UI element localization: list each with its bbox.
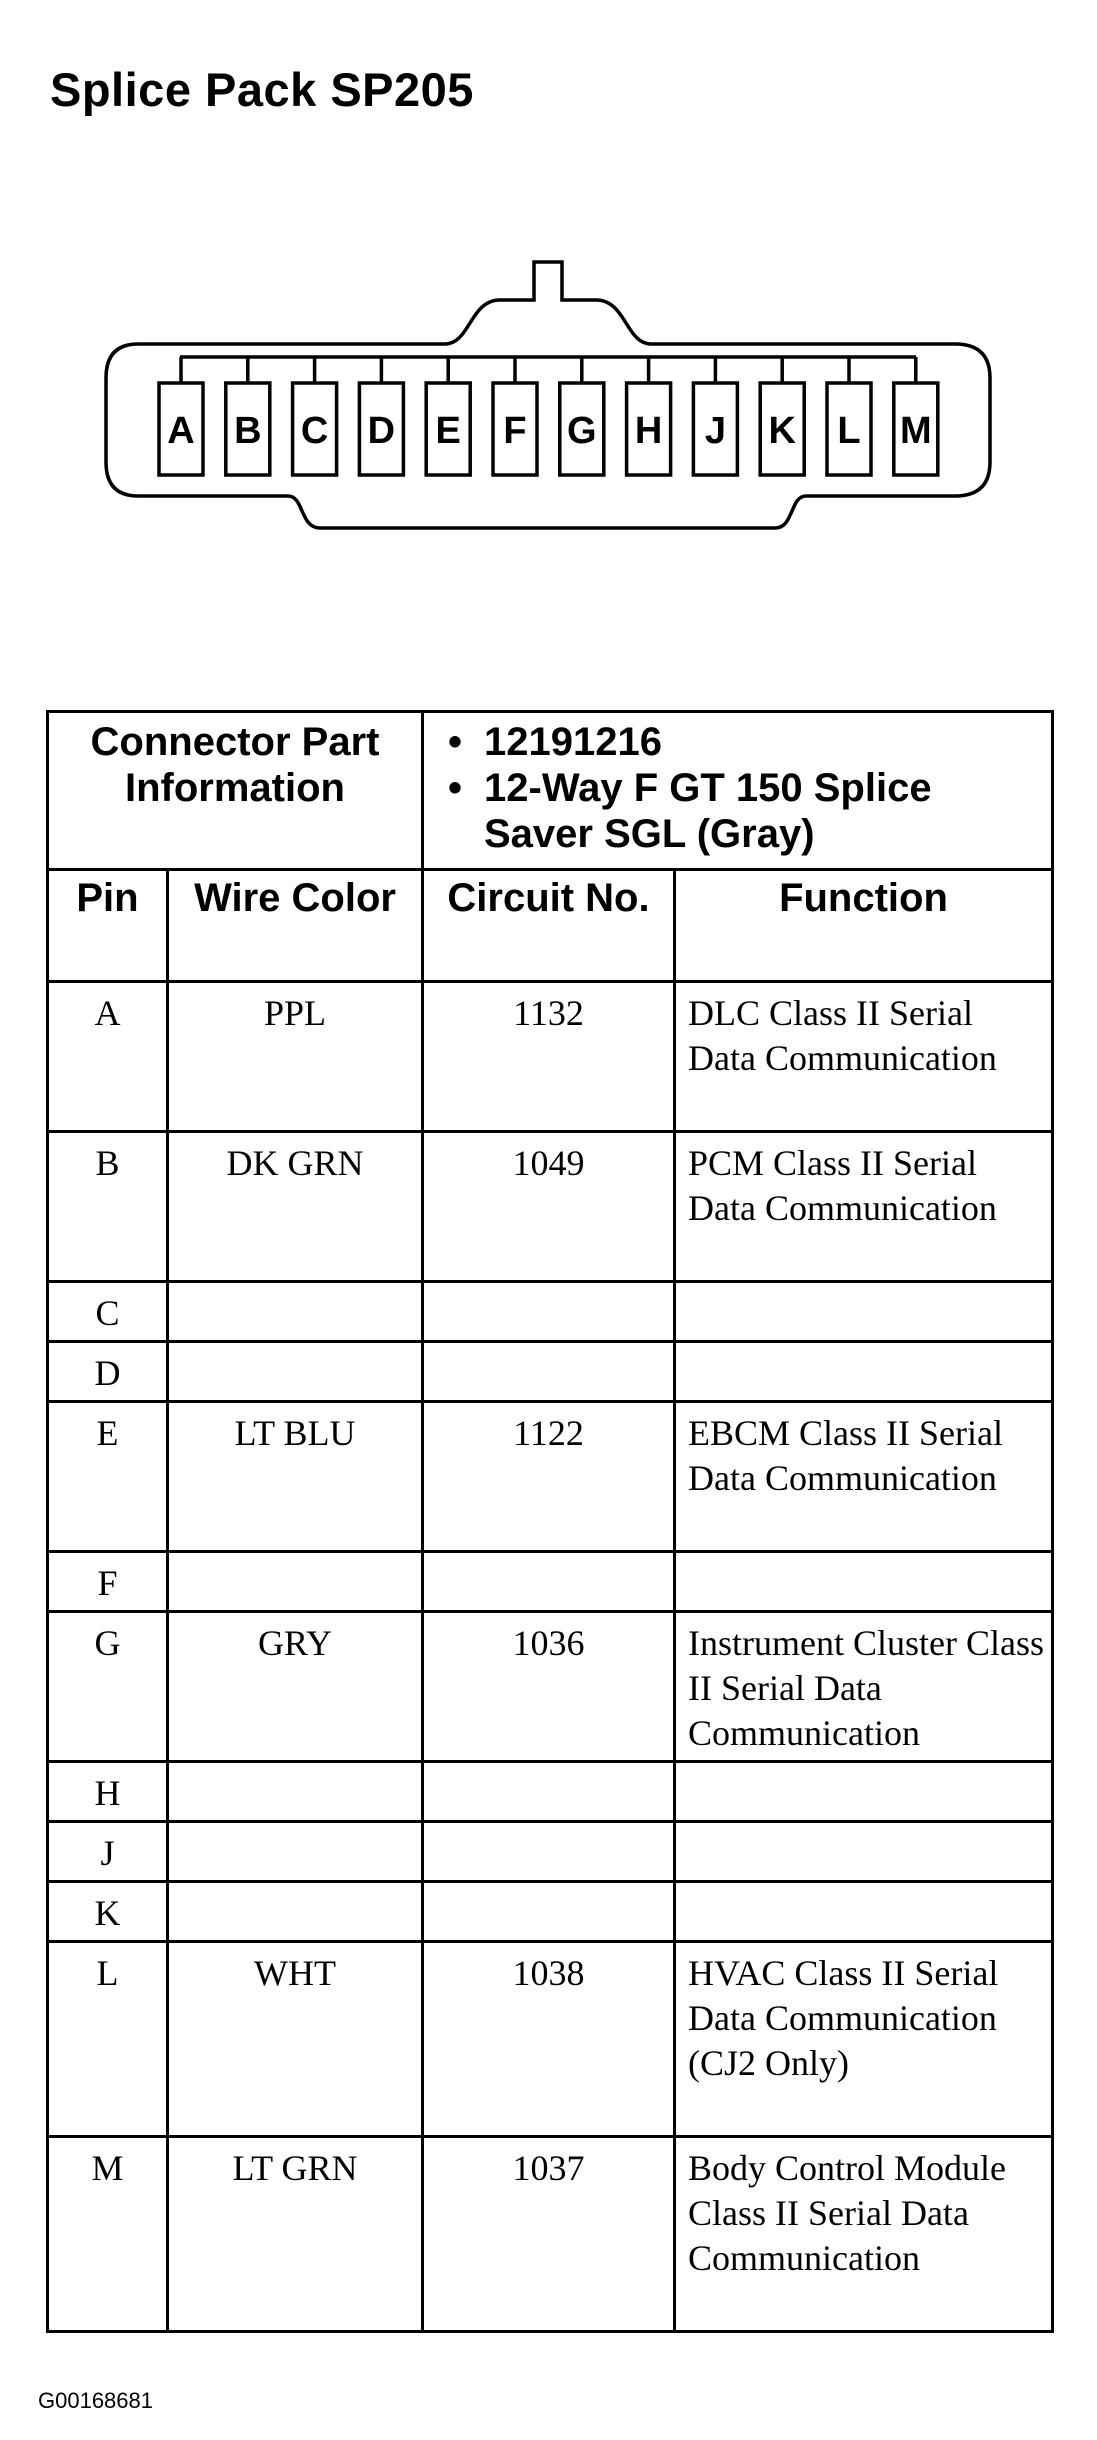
function-cell: Instrument Cluster Class II Serial Data Communication (675, 1612, 1053, 1762)
table-row (48, 1882, 1053, 1942)
wire-color-cell: DK GRN (168, 1132, 423, 1282)
pin-cell: B (48, 1132, 168, 1282)
connector-pin-label: K (768, 410, 796, 452)
wire-color-cell: PPL (168, 982, 423, 1132)
function-cell (675, 1822, 1053, 1882)
part-number: 12191216 (484, 720, 662, 764)
table-row (48, 1342, 1053, 1402)
connector-pin-k (760, 357, 804, 475)
circuit-cell (423, 1282, 675, 1342)
pin-cell: L (48, 1942, 168, 2137)
connector-pin-label: H (634, 410, 663, 452)
connector-pin-j (693, 357, 737, 475)
connector-pin-a (159, 357, 203, 475)
connector-pin-f (493, 357, 537, 475)
connector-pin-label: L (837, 410, 861, 452)
function-cell (675, 1282, 1053, 1342)
header-wire-color: Wire Color (168, 870, 423, 982)
function-cell (675, 1882, 1053, 1942)
connector-pin-label: F (503, 410, 527, 452)
connector-pin-h (627, 357, 671, 475)
pin-cell: J (48, 1822, 168, 1882)
connector-pin-label: J (704, 410, 726, 452)
circuit-cell: 1037 (423, 2137, 675, 2332)
pin-cell: G (48, 1612, 168, 1762)
wire-color-cell: WHT (168, 1942, 423, 2137)
circuit-cell: 1049 (423, 1132, 675, 1282)
pin-cell: C (48, 1282, 168, 1342)
circuit-cell (423, 1342, 675, 1402)
wire-color-cell: LT BLU (168, 1402, 423, 1552)
wire-color-cell (168, 1762, 423, 1822)
table-row (48, 1402, 1053, 1552)
wire-color-cell (168, 1882, 423, 1942)
connector-info-table-wrap (46, 710, 1054, 2333)
connector-pin-e (426, 357, 470, 475)
connector-pin-b (226, 357, 270, 475)
table-row (48, 1612, 1053, 1762)
pin-cell: F (48, 1552, 168, 1612)
pin-cell: D (48, 1342, 168, 1402)
circuit-cell (423, 1882, 675, 1942)
table-row (48, 2137, 1053, 2332)
circuit-cell (423, 1762, 675, 1822)
table-row (48, 1822, 1053, 1882)
connector-housing (106, 262, 990, 528)
connector-pin-label: B (234, 410, 262, 452)
function-cell: PCM Class II Serial Data Communication (675, 1132, 1053, 1282)
wire-color-cell (168, 1282, 423, 1342)
circuit-cell: 1038 (423, 1942, 675, 2137)
wire-color-cell (168, 1552, 423, 1612)
part-description: 12-Way F GT 150 Splice Saver SGL (Gray) (484, 766, 932, 856)
connector-pin-c (293, 357, 337, 475)
connector-diagram (0, 0, 1097, 560)
circuit-cell: 1122 (423, 1402, 675, 1552)
connector-pin-d (359, 357, 403, 475)
connector-pin-label: G (567, 410, 597, 452)
wire-color-cell: LT GRN (168, 2137, 423, 2332)
connector-pin-label: E (435, 410, 461, 452)
function-cell: HVAC Class II Serial Data Communication (CJ2 Only) (675, 1942, 1053, 2137)
pin-rows (48, 982, 1053, 2332)
connector-info-table (46, 710, 1054, 2333)
table-row (48, 1132, 1053, 1282)
page-title: Splice Pack SP205 (50, 63, 474, 116)
circuit-cell: 1132 (423, 982, 675, 1132)
connector-pin-label: A (167, 410, 195, 452)
function-cell: EBCM Class II Serial Data Communication (675, 1402, 1053, 1552)
connector-pin-g (560, 357, 604, 475)
table-row (48, 982, 1053, 1132)
function-cell: DLC Class II Serial Data Communication (675, 982, 1053, 1132)
part-info-label: Connector Part Information (48, 712, 423, 870)
header-pin: Pin (48, 870, 168, 982)
figure-id: G00168681 (38, 2388, 153, 2413)
connector-pin-label: M (899, 410, 932, 452)
pin-cell: A (48, 982, 168, 1132)
pin-cell: M (48, 2137, 168, 2332)
part-info: • 12191216 • 12-Way F GT 150 Splice Saver SGL (Gray) (423, 712, 1053, 870)
function-cell (675, 1762, 1053, 1822)
pin-cell: K (48, 1882, 168, 1942)
connector-pin-l (827, 357, 871, 475)
wire-color-cell (168, 1822, 423, 1882)
pin-cell: E (48, 1402, 168, 1552)
wire-color-cell: GRY (168, 1612, 423, 1762)
table-row (48, 1762, 1053, 1822)
circuit-cell: 1036 (423, 1612, 675, 1762)
wire-color-cell (168, 1342, 423, 1402)
connector-pin-label: D (367, 410, 396, 452)
pin-cell: H (48, 1762, 168, 1822)
connector-pin-m (894, 357, 938, 475)
table-row (48, 1282, 1053, 1342)
header-circuit: Circuit No. (423, 870, 675, 982)
header-function: Function (675, 870, 1053, 982)
function-cell: Body Control Module Class II Serial Data Communication (675, 2137, 1053, 2332)
function-cell (675, 1342, 1053, 1402)
connector-pin-label: C (300, 410, 329, 452)
table-row (48, 1552, 1053, 1612)
circuit-cell (423, 1822, 675, 1882)
circuit-cell (423, 1552, 675, 1612)
table-row (48, 1942, 1053, 2137)
function-cell (675, 1552, 1053, 1612)
